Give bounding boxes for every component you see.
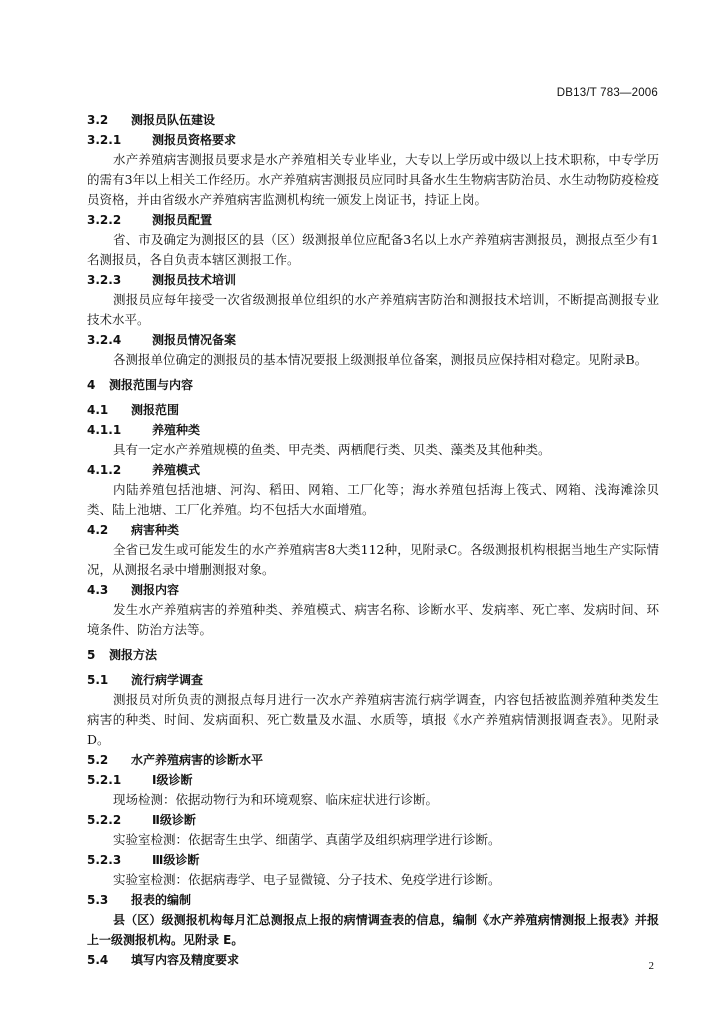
- section-heading: [87, 750, 659, 770]
- section-heading: [87, 580, 659, 600]
- section-heading: [87, 375, 659, 395]
- section-number: 3.2.3: [87, 273, 122, 287]
- section-number: 4.1: [87, 403, 109, 417]
- paragraph: 省、市及确定为测报区的县（区）级测报单位应配备3名以上水产养殖病害测报员，测报点至少有1名测报员，各自负责本辖区测报工作。: [87, 232, 659, 267]
- section-title: 病害种类: [131, 523, 180, 537]
- section-heading: [87, 770, 659, 790]
- section-title: 测报方法: [109, 648, 158, 662]
- section-number: 4: [87, 378, 96, 392]
- section-number: 4.1.1: [87, 423, 122, 437]
- section-heading: [87, 850, 659, 870]
- section-heading: [87, 950, 659, 970]
- section-title: 养殖种类: [152, 423, 201, 437]
- page-number: 2: [648, 960, 654, 972]
- paragraph: 测报员对所负责的测报点每月进行一次水产养殖病害流行病学调查，内容包括被监测养殖种类发生病害的种类、时间、发病面积、死亡数量及水温、水质等，填报《水产养殖病情测报调查表》。见附录D。: [87, 692, 659, 747]
- section-number: 5.2: [87, 753, 109, 767]
- section-heading: [87, 210, 659, 230]
- section-number: 5.4: [87, 953, 109, 967]
- paragraph: 实验室检测：依据寄生虫学、细菌学、真菌学及组织病理学进行诊断。: [113, 832, 501, 847]
- section-number: 3.2.1: [87, 133, 122, 147]
- section-title: 流行病学调查: [131, 673, 204, 687]
- section-number: 3.2.4: [87, 333, 122, 347]
- section-number: 5.1: [87, 673, 109, 687]
- document-body: [87, 110, 659, 970]
- section-title: 测报员队伍建设: [131, 113, 216, 127]
- section-heading: [87, 890, 659, 910]
- paragraph: 水产养殖病害测报员要求是水产养殖相关专业毕业，大专以上学历或中级以上技术职称，中专学历的需有3年以上相关工作经历。水产养殖病害测报员应同时具备水生生物病害防治员、水生动物防疫检疫员资格，并由省级水产养殖病害监测机构统一颁发上岗证书，持证上岗。: [87, 152, 659, 207]
- section-title: Ⅰ级诊断: [152, 773, 193, 787]
- section-number: 5.2.2: [87, 813, 122, 827]
- section-title: 养殖模式: [152, 463, 201, 477]
- section-heading: [87, 270, 659, 290]
- section-title: 测报员技术培训: [152, 273, 237, 287]
- paragraph: 全省已发生或可能发生的水产养殖病害8大类112种，见附录C。各级测报机构根据当地生产实际情况，从测报名录中增删测报对象。: [87, 542, 659, 577]
- section-title: 报表的编制: [131, 893, 192, 907]
- paragraph: 发生水产养殖病害的养殖种类、养殖模式、病害名称、诊断水平、发病率、死亡率、发病时间、环境条件、防治方法等。: [87, 602, 659, 637]
- section-heading: [87, 400, 659, 420]
- section-number: 5.2.3: [87, 853, 122, 867]
- paragraph: 各测报单位确定的测报员的基本情况要报上级测报单位备案，测报员应保持相对稳定。见附录B。: [113, 352, 648, 367]
- section-heading: [87, 645, 659, 665]
- section-title: 测报员情况备案: [152, 333, 237, 347]
- section-number: 3.2: [87, 113, 109, 127]
- section-title: 测报员配置: [152, 213, 213, 227]
- standard-code: DB13/T 783—2006: [556, 87, 658, 99]
- section-title: Ⅲ级诊断: [152, 853, 200, 867]
- section-heading: [87, 460, 659, 480]
- paragraph: 具有一定水产养殖规模的鱼类、甲壳类、两栖爬行类、贝类、藻类及其他种类。: [113, 442, 551, 457]
- section-number: 5.3: [87, 893, 109, 907]
- section-title: 测报员资格要求: [152, 133, 237, 147]
- section-heading: [87, 520, 659, 540]
- paragraph: 实验室检测：依据病毒学、电子显微镜、分子技术、免疫学进行诊断。: [113, 872, 501, 887]
- section-heading: [87, 130, 659, 150]
- paragraph-bold: 县（区）级测报机构每月汇总测报点上报的病情调查表的信息，编制《水产养殖病情测报上报表》并报上一级测报机构。见附录 E。: [87, 913, 659, 947]
- section-heading: [87, 810, 659, 830]
- section-heading: [87, 330, 659, 350]
- section-title: 水产养殖病害的诊断水平: [131, 753, 264, 767]
- section-number: 5: [87, 648, 96, 662]
- section-number: 5.2.1: [87, 773, 122, 787]
- section-heading: [87, 420, 659, 440]
- section-number: 4.1.2: [87, 463, 122, 477]
- paragraph: 内陆养殖包括池塘、河沟、稻田、网箱、工厂化等；海水养殖包括海上筏式、网箱、浅海滩涂贝类、陆上池塘、工厂化养殖。均不包括大水面增殖。: [87, 482, 659, 517]
- section-heading: [87, 110, 659, 130]
- section-title: Ⅱ级诊断: [152, 813, 196, 827]
- section-heading: [87, 670, 659, 690]
- section-title: 填写内容及精度要求: [131, 953, 240, 967]
- section-number: 4.2: [87, 523, 109, 537]
- section-number: 3.2.2: [87, 213, 122, 227]
- section-title: 测报范围与内容: [109, 378, 194, 392]
- section-title: 测报范围: [131, 403, 180, 417]
- paragraph: 现场检测：依据动物行为和环境观察、临床症状进行诊断。: [113, 792, 439, 807]
- paragraph: 测报员应每年接受一次省级测报单位组织的水产养殖病害防治和测报技术培训，不断提高测报专业技术水平。: [87, 292, 659, 327]
- section-number: 4.3: [87, 583, 109, 597]
- section-title: 测报内容: [131, 583, 180, 597]
